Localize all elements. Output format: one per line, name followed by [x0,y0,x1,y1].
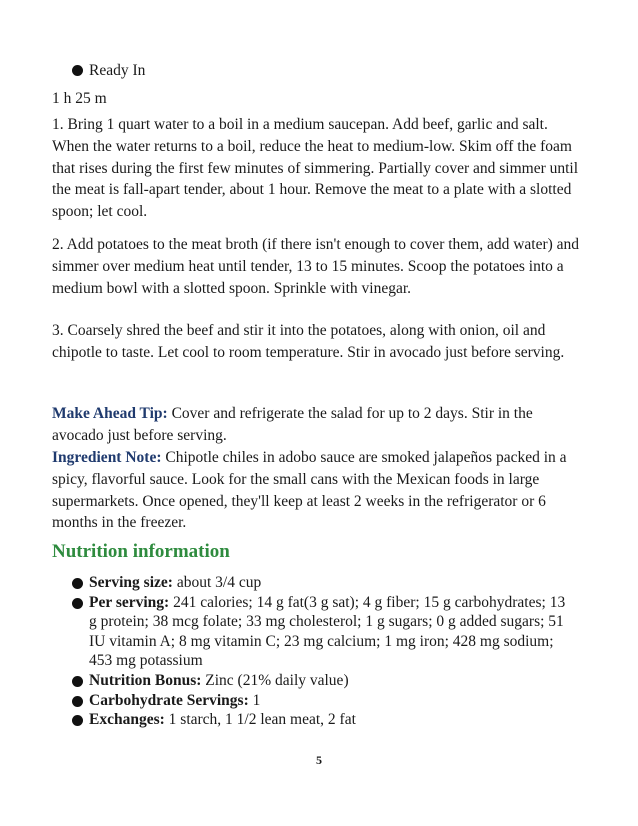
nutrition-item-text: 241 calories; 14 g fat(3 g sat); 4 g fiber; 15 g carbohydrates; 13 g protein; 38 mcg folate; 33 mg cholesterol; 1 g sugars; 0 g added sugars; 51 IU vitamin A; 8 mg vitamin C; 23 mg calcium; 1 mg iron; 428 mg sodium; 453 mg potassium [89,593,566,670]
bullet-icon [72,598,83,609]
ready-in-item [72,60,145,81]
bullet-icon [72,676,83,687]
bullet-icon [72,578,83,589]
nutrition-item-bonus [72,671,572,691]
make-ahead-label: Make Ahead Tip: [52,405,168,422]
nutrition-item-exchanges [72,710,572,730]
nutrition-item-text: 1 [248,691,261,709]
nutrition-item-label: Carbohydrate Servings: [89,691,249,709]
ingredient-note-label: Ingredient Note: [52,449,162,466]
step-3: 3. Coarsely shred the beef and stir it into the potatoes, along with onion, oil and chipotle to taste. Let cool to room temperature. Stir in avocado just before serving. [52,322,565,361]
nutrition-item-label: Serving size: [89,574,173,591]
ready-in-label: Ready In [89,62,146,79]
nutrition-item-carb-servings [72,691,572,711]
nutrition-item-serving-size [72,573,572,593]
step-1: 1. Bring 1 quart water to a boil in a medium saucepan. Add beef, garlic and salt. When the water returns to a boil, reduce the heat to medium-low. Skim off the foam that rises during the first few minutes of simmering. Partially cover and simmer until the meat is fall-apart tender, about 1 hour. Remove the meat to a plate with a slotted spoon; let cool. [52,116,579,221]
make-ahead-tip [52,403,582,447]
nutrition-heading: Nutrition information [52,541,230,562]
bullet-icon [72,715,83,726]
nutrition-item-text: about 3/4 cup [172,574,262,591]
page-number: 5 [316,753,322,767]
nutrition-item-text: 1 starch, 1 1/2 lean meat, 2 fat [164,711,356,729]
nutrition-item-per-serving [72,593,572,671]
bullet-icon [72,696,83,707]
bullet-icon [72,65,83,76]
make-ahead-text: Cover and refrigerate the salad for up to 2 days. Stir in the avocado just before serving. [52,405,533,444]
nutrition-item-text: Zinc (21% daily value) [201,671,349,689]
nutrition-list [72,573,572,730]
nutrition-item-label: Per serving: [89,593,170,611]
ingredient-note-text: Chipotle chiles in adobo sauce are smoked jalapeños packed in a spicy, flavorful sauce. Look for the small cans with the Mexican foods in large supermarkets. Once opened, they'll keep at least 2 weeks in the refrigerator or 6 months in the freezer. [52,449,567,532]
nutrition-item-label: Exchanges: [89,711,165,729]
nutrition-item-label: Nutrition Bonus: [89,671,202,689]
ready-in-value: 1 h 25 m [52,90,107,107]
ingredient-note [52,447,582,534]
step-2: 2. Add potatoes to the meat broth (if there isn't enough to cover them, add water) and simmer over medium heat until tender, 13 to 15 minutes. Scoop the potatoes into a medium bowl with a slotted spoon. Sprinkle with vinegar. [52,236,580,297]
